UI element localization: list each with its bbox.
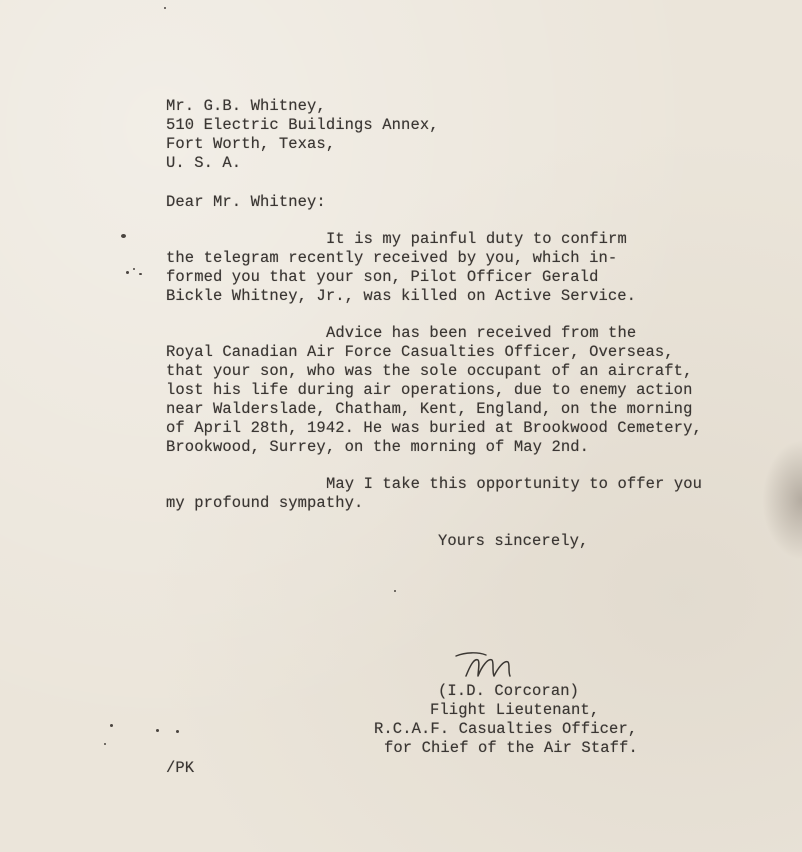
paper-speck	[104, 743, 106, 745]
paragraph-2-line-6: of April 28th, 1942. He was buried at Brookwood Cemetery,	[166, 419, 702, 437]
paper-speck	[133, 268, 135, 270]
paragraph-2-line-2: Royal Canadian Air Force Casualties Officer, Overseas,	[166, 343, 674, 361]
signature-rank: Flight Lieutenant,	[430, 701, 600, 719]
paragraph-1-line-3: formed you that your son, Pilot Officer Gerald	[166, 268, 599, 286]
paragraph-3-line-1: May I take this opportunity to offer you	[326, 475, 703, 493]
paragraph-1-line-4: Bickle Whitney, Jr., was killed on Active Service.	[166, 287, 637, 305]
signature-title: R.C.A.F. Casualties Officer,	[374, 720, 638, 738]
paper-speck	[156, 729, 159, 732]
handwritten-signature	[452, 646, 524, 682]
signature-name: (I.D. Corcoran)	[438, 682, 580, 700]
paragraph-2-line-5: near Walderslade, Chatham, Kent, England, on the morning	[166, 400, 693, 418]
paper-speck	[139, 273, 142, 275]
paragraph-2-line-4: lost his life during air operations, due to enemy action	[166, 381, 693, 399]
paragraph-2-line-1: Advice has been received from the	[326, 324, 637, 342]
paper-speck	[176, 730, 179, 733]
salutation: Dear Mr. Whitney:	[166, 193, 326, 211]
paragraph-1-line-2: the telegram recently received by you, which in-	[166, 249, 618, 267]
paragraph-2-line-3: that your son, who was the sole occupant of an aircraft,	[166, 362, 693, 380]
paragraph-1-line-1: It is my painful duty to confirm	[326, 230, 627, 248]
address-line-street: 510 Electric Buildings Annex,	[166, 116, 439, 134]
paper-speck	[126, 271, 129, 274]
page-edge-shadow	[762, 440, 802, 560]
paragraph-2-line-7: Brookwood, Surrey, on the morning of May 2nd.	[166, 438, 590, 456]
paper-speck	[110, 724, 113, 727]
paragraph-3-line-2: my profound sympathy.	[166, 494, 364, 512]
signature-office: for Chief of the Air Staff.	[384, 739, 638, 757]
paper-speck	[121, 234, 126, 238]
typist-initials: /PK	[166, 759, 195, 777]
address-line-country: U. S. A.	[166, 154, 242, 172]
closing: Yours sincerely,	[438, 532, 589, 550]
paper-speck	[164, 7, 166, 9]
paper-speck	[394, 590, 396, 592]
address-line-name: Mr. G.B. Whitney,	[166, 97, 326, 115]
address-line-city: Fort Worth, Texas,	[166, 135, 336, 153]
